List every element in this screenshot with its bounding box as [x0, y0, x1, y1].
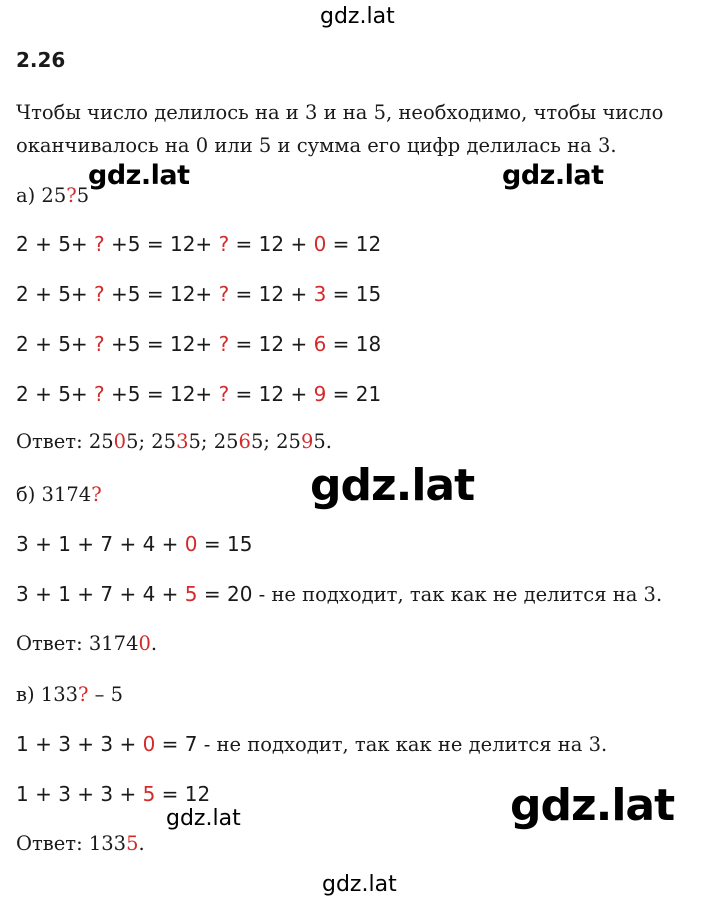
watermark-bottom-right: gdz.lat	[510, 780, 675, 831]
part-a-row-1: 2 + 5+ ? +5 = 12+ ? = 12 + 0 = 12	[16, 232, 382, 256]
intro-line-2: оканчивалось на 0 или 5 и сумма его цифр делилась на 3.	[16, 134, 617, 157]
part-b-row-1: 3 + 1 + 7 + 4 + 0 = 15	[16, 532, 253, 556]
part-b-row-2: 3 + 1 + 7 + 4 + 5 = 20 - не подходит, так как не делится на 3.	[16, 582, 663, 606]
part-c-label: в) 133? – 5	[16, 683, 124, 706]
watermark-mid-left: gdz.lat	[88, 160, 190, 191]
watermark-top: gdz.lat	[320, 4, 395, 29]
task-number: 2.26	[16, 48, 66, 72]
watermark-mid-right: gdz.lat	[502, 160, 604, 191]
watermark-center: gdz.lat	[310, 460, 475, 511]
watermark-bottom-small: gdz.lat	[166, 806, 241, 831]
part-a-row-3: 2 + 5+ ? +5 = 12+ ? = 12 + 6 = 18	[16, 332, 382, 356]
part-a-row-4: 2 + 5+ ? +5 = 12+ ? = 12 + 9 = 21	[16, 382, 382, 406]
part-c-row-2: 1 + 3 + 3 + 5 = 12	[16, 782, 211, 806]
intro-line-1: Чтобы число делилось на и 3 и на 5, необходимо, чтобы число	[16, 101, 664, 124]
part-b-label: б) 3174?	[16, 483, 102, 506]
part-b-answer: Ответ: 31740.	[16, 632, 158, 655]
watermark-footer: gdz.lat	[322, 872, 397, 897]
part-a-row-2: 2 + 5+ ? +5 = 12+ ? = 12 + 3 = 15	[16, 282, 382, 306]
part-a-answer: Ответ: 2505; 2535; 2565; 2595.	[16, 430, 332, 453]
part-c-row-1: 1 + 3 + 3 + 0 = 7 - не подходит, так как не делится на 3.	[16, 732, 608, 756]
part-c-answer: Ответ: 1335.	[16, 832, 145, 855]
part-a-label: а) 25?5	[16, 184, 90, 207]
